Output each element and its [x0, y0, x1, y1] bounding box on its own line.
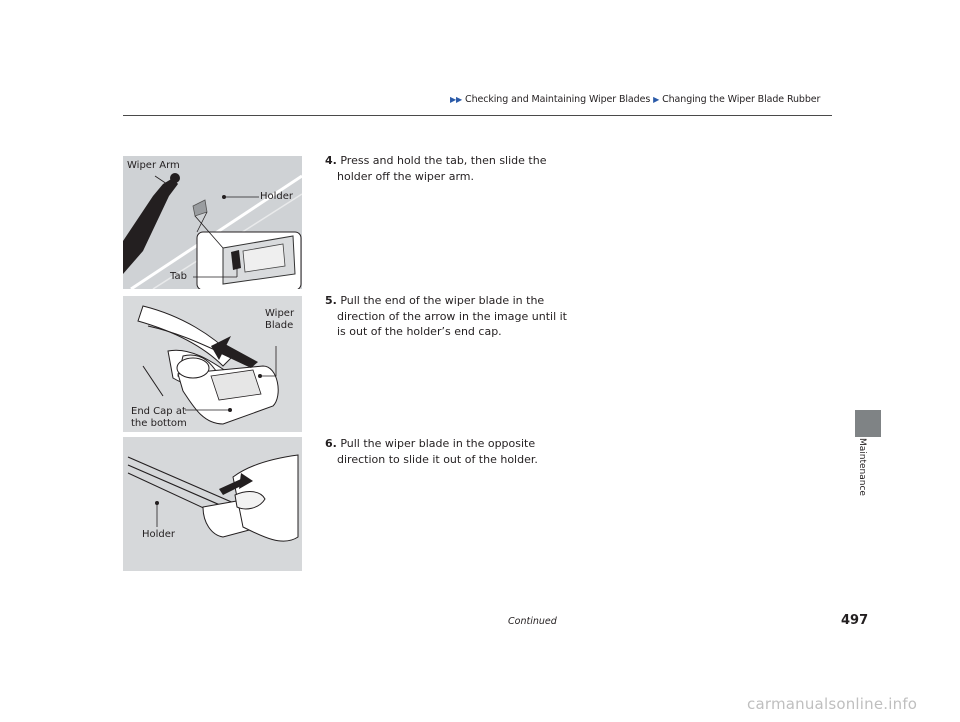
label-holder: Holder: [142, 529, 176, 540]
side-section-label: [852, 438, 882, 502]
figure-holder-slide: [123, 437, 302, 571]
step-text: Press and hold the tab, then slide the holder off the wiper arm.: [337, 154, 547, 183]
step-number: 4.: [325, 154, 337, 167]
watermark: carmanualsonline.info: [747, 695, 918, 713]
page-number: 497: [841, 613, 869, 628]
label-end-cap-line2: the bottom: [131, 418, 187, 429]
holder-slide-illustration: [123, 437, 302, 571]
step-5: [325, 293, 577, 340]
breadcrumb-separator-icon: ▶: [653, 95, 660, 104]
figure-holder-removal: [123, 156, 302, 289]
label-wiper-blade-line1: Wiper: [265, 308, 295, 319]
step-4: [325, 153, 577, 184]
continued-label: Continued: [508, 616, 557, 627]
step-number: 5.: [325, 294, 337, 307]
side-section-text: Maintenance: [857, 438, 867, 496]
label-wiper-blade-line2: Blade: [265, 320, 294, 331]
step-6: [325, 436, 577, 467]
step-text: Pull the end of the wiper blade in the direction of the arrow in the image until it is out of the holder’s end cap.: [337, 294, 567, 338]
step-number: 6.: [325, 437, 337, 450]
breadcrumb-subsection[interactable]: Changing the Wiper Blade Rubber: [662, 94, 821, 105]
header-divider: [123, 115, 832, 116]
maintenance-tab-marker[interactable]: [855, 410, 881, 437]
step-text: Pull the wiper blade in the opposite direction to slide it out of the holder.: [337, 437, 538, 466]
holder-removal-illustration: [123, 156, 302, 289]
label-tab: Tab: [170, 271, 187, 282]
breadcrumb-section[interactable]: Checking and Maintaining Wiper Blades: [465, 94, 651, 105]
label-end-cap-line1: End Cap at: [131, 406, 186, 417]
figure-blade-pull: [123, 296, 302, 432]
breadcrumb: [450, 94, 820, 105]
breadcrumb-arrows-icon: ▶▶: [450, 95, 463, 104]
label-holder: Holder: [260, 191, 294, 202]
label-wiper-arm: Wiper Arm: [127, 160, 180, 171]
